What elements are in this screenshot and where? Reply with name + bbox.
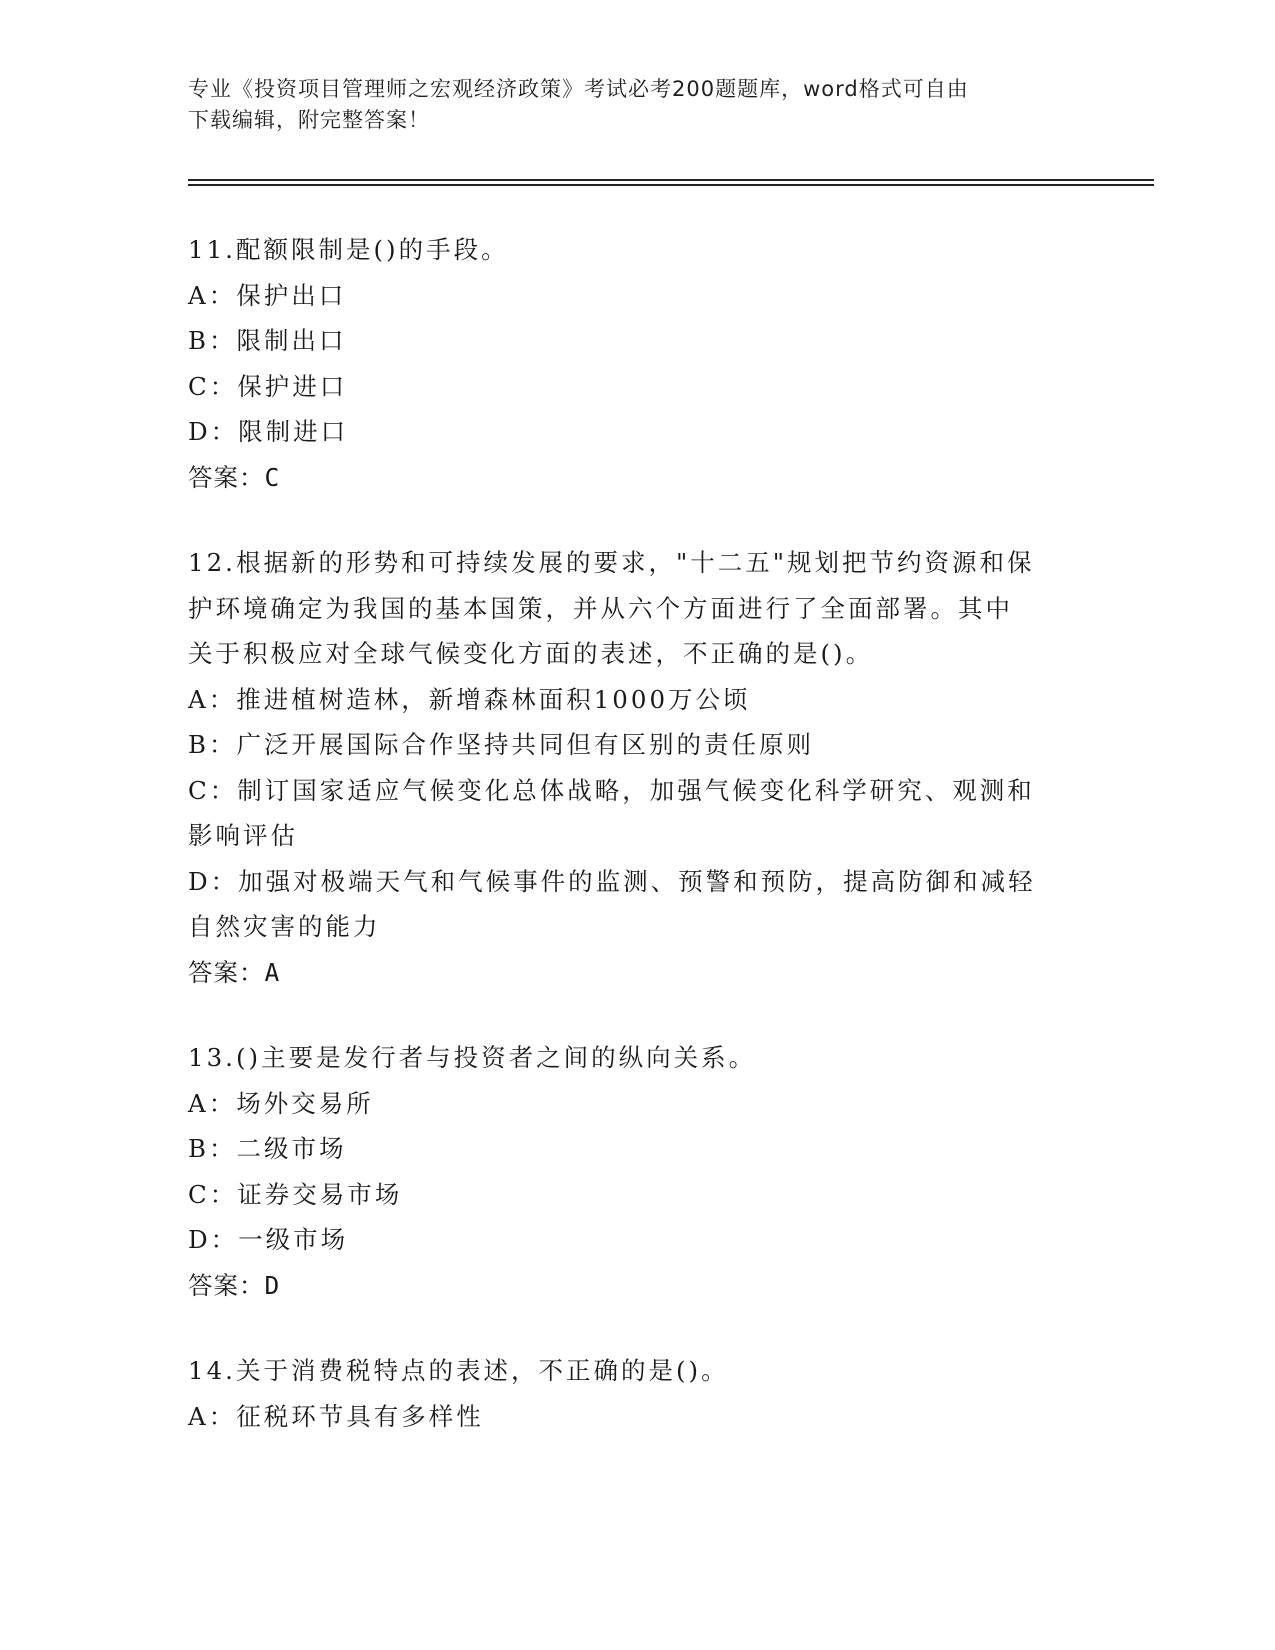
answer-value: C xyxy=(264,462,281,492)
answer-label: 答案： xyxy=(188,462,265,492)
option-line: A：保护出口 xyxy=(188,280,347,310)
option-line: D：限制进口 xyxy=(188,417,349,446)
option-line: D：加强对极端天气和气候事件的监测、预警和预防，提高防御和减轻 xyxy=(188,866,1036,896)
option-line: 自然灾害的能力 xyxy=(188,912,381,941)
header-line-2: 下载编辑，附完整答案！ xyxy=(188,108,430,132)
question-block xyxy=(188,1348,1088,1439)
document-header xyxy=(188,74,1068,136)
option-line: 影响评估 xyxy=(188,821,298,850)
answer-label: 答案： xyxy=(188,957,265,987)
question-stem-line: 14.关于消费税特点的表述，不正确的是()。 xyxy=(188,1356,729,1385)
option-line: C：保护进口 xyxy=(188,371,348,401)
answer-line xyxy=(188,1263,1088,1309)
answer-value: A xyxy=(264,957,281,987)
question-stem-line: 关于积极应对全球气候变化方面的表述，不正确的是()。 xyxy=(188,639,874,668)
option-line: D：一级市场 xyxy=(188,1225,349,1254)
question-block xyxy=(188,227,1088,500)
answer-label: 答案： xyxy=(188,1270,265,1300)
header-line-1: 专业《投资项目管理师之宏观经济政策》考试必考200题题库，word格式可自由 xyxy=(188,77,969,101)
answer-line xyxy=(188,950,1088,996)
question-block xyxy=(188,540,1088,995)
header-divider-top xyxy=(188,179,1154,181)
question-block xyxy=(188,1035,1088,1308)
option-line: A：推进植树造林，新增森林面积1000万公顷 xyxy=(188,684,751,714)
question-stem-line: 13.()主要是发行者与投资者之间的纵向关系。 xyxy=(188,1043,757,1072)
answer-value: D xyxy=(264,1270,281,1300)
option-line: B：限制出口 xyxy=(188,326,347,355)
answer-line xyxy=(188,455,1088,501)
option-line: A：场外交易所 xyxy=(188,1088,374,1118)
header-divider-bottom xyxy=(188,184,1154,186)
option-line: B：广泛开展国际合作坚持共同但有区别的责任原则 xyxy=(188,730,815,759)
option-line: A：征税环节具有多样性 xyxy=(188,1401,484,1431)
question-list xyxy=(188,227,1088,1479)
question-stem-line: 护环境确定为我国的基本国策，并从六个方面进行了全面部署。其中 xyxy=(188,593,1013,623)
option-line: C：制订国家适应气候变化总体战略，加强气候变化科学研究、观测和 xyxy=(188,775,1035,805)
question-stem-line: 11.配额限制是()的手段。 xyxy=(188,235,509,264)
question-stem-line: 12.根据新的形势和可持续发展的要求，"十二五"规划把节约资源和保 xyxy=(188,548,1035,577)
option-line: C：证券交易市场 xyxy=(188,1179,403,1209)
option-line: B：二级市场 xyxy=(188,1134,347,1163)
